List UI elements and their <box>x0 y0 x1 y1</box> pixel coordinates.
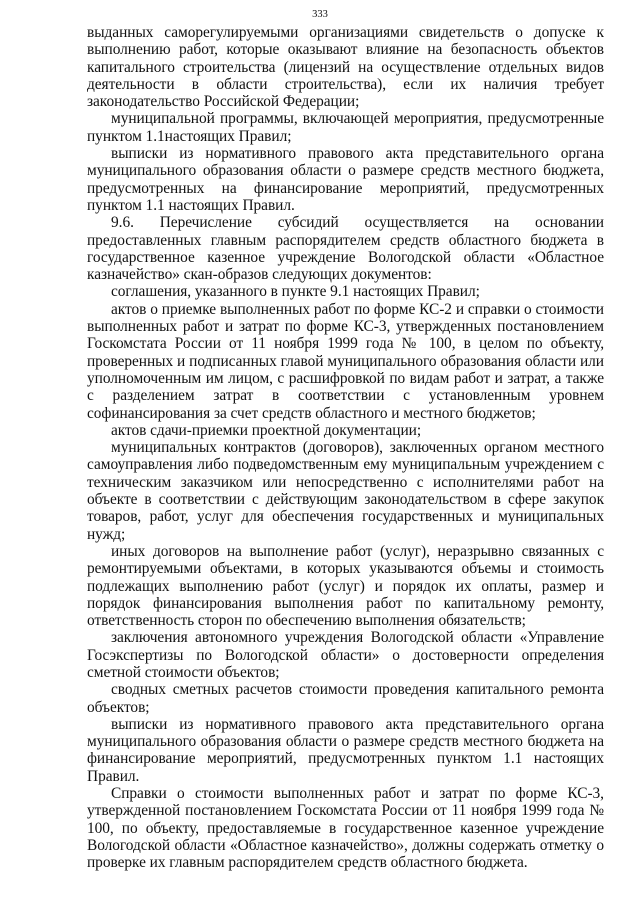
paragraph-municipal-contracts: муниципальных контрактов (договоров), заключенных органом местного самоуправления либо подведомственным ему муниципальным учреждением с техническим заказчиком или непосредственно с исполнителями работ на объекте в соответствии с действующим законодательством в сфере закупок товаров, работ, услуг для обеспечения государственных и муниципальных нужд; <box>87 439 604 543</box>
paragraph-design-acceptance: актов сдачи-приемки проектной документации; <box>111 421 422 439</box>
paragraph-section-9-6: 9.6. Перечисление субсидий осуществляется на основании предоставленных главным распорядителем средств областного бюджета в государственное казенное учреждение Вологодской области «Областное казначейство» скан-образов следующих документов: <box>87 214 604 284</box>
page-number: 333 <box>312 9 328 20</box>
paragraph-expertise-conclusion: заключения автономного учреждения Вологодской области «Управление Госэкспертизы по Вологодской области» о достоверности определения сметной стоимости объектов; <box>87 629 604 681</box>
paragraph-summary-estimates: сводных сметных расчетов стоимости проведения капитального ремонта объектов; <box>87 681 604 716</box>
paragraph-local-budget-financing: выписки из нормативного правового акта представительного органа муниципального образования области о размере средств местного бюджета на финансирование мероприятий, предусмотренных пунктом 1.1 настоящих Правил. <box>87 715 604 785</box>
paragraph-agreement: соглашения, указанного в пункте 9.1 настоящих Правил; <box>111 283 480 301</box>
paragraph-ks3-certificates: Справки о стоимости выполненных работ и затрат по форме КС-3, утвержденной постановлением Госкомстата России от 11 ноября 1999 года № 100, по объекту, предоставляемые в государственное казенное учреждение Вологодской области «Областное казначейство», должны содержать отметку о проверке их главным распорядителем средств областного бюджета. <box>87 785 604 872</box>
paragraph-other-contracts: иных договоров на выполнение работ (услуг), неразрывно связанных с ремонтируемыми объектами, в которых указываются объемы и стоимость подлежащих выполнению работ (услуг) и порядок их оплаты, размер и порядок финансирования выполнения работ по капитальному ремонту, ответственность сторон по обеспечению выполнения обязательств; <box>87 542 604 630</box>
paragraph-ks2-ks3-acts: актов о приемке выполненных работ по форме КС-2 и справки о стоимости выполненных работ и затрат по форме КС-3, утвержденных постановлением Госкомстата России от 11 ноября 1999 года № 100, в целом по объекту, проверенных и подписанных главой муниципального образования области или уполномоченным им лицом, с расшифровкой по видам работ и затрат, а также с разделением затрат в соответствии с установленным уровнем софинансирования за счет средств областного и местного бюджетов; <box>87 300 604 422</box>
paragraph-local-budget-extract: выписки из нормативного правового акта представительного органа муниципального образования области о размере средств местного бюджета, предусмотренных на финансирование мероприятий, предусмотренных пунктом 1.1 настоящих Правил. <box>87 145 604 214</box>
paragraph-municipal-program: муниципальной программы, включающей мероприятия, предусмотренные пунктом 1.1настоящих Правил; <box>87 110 604 145</box>
paragraph-licenses: выданных саморегулируемыми организациями свидетельств о допуске к выполнению работ, которые оказывают влияние на безопасность объектов капитального строительства (лицензий на осуществление отдельных видов деятельности в области строительства), если их наличия требует законодательство Российской Федерации; <box>87 24 604 111</box>
document-body <box>87 24 604 872</box>
